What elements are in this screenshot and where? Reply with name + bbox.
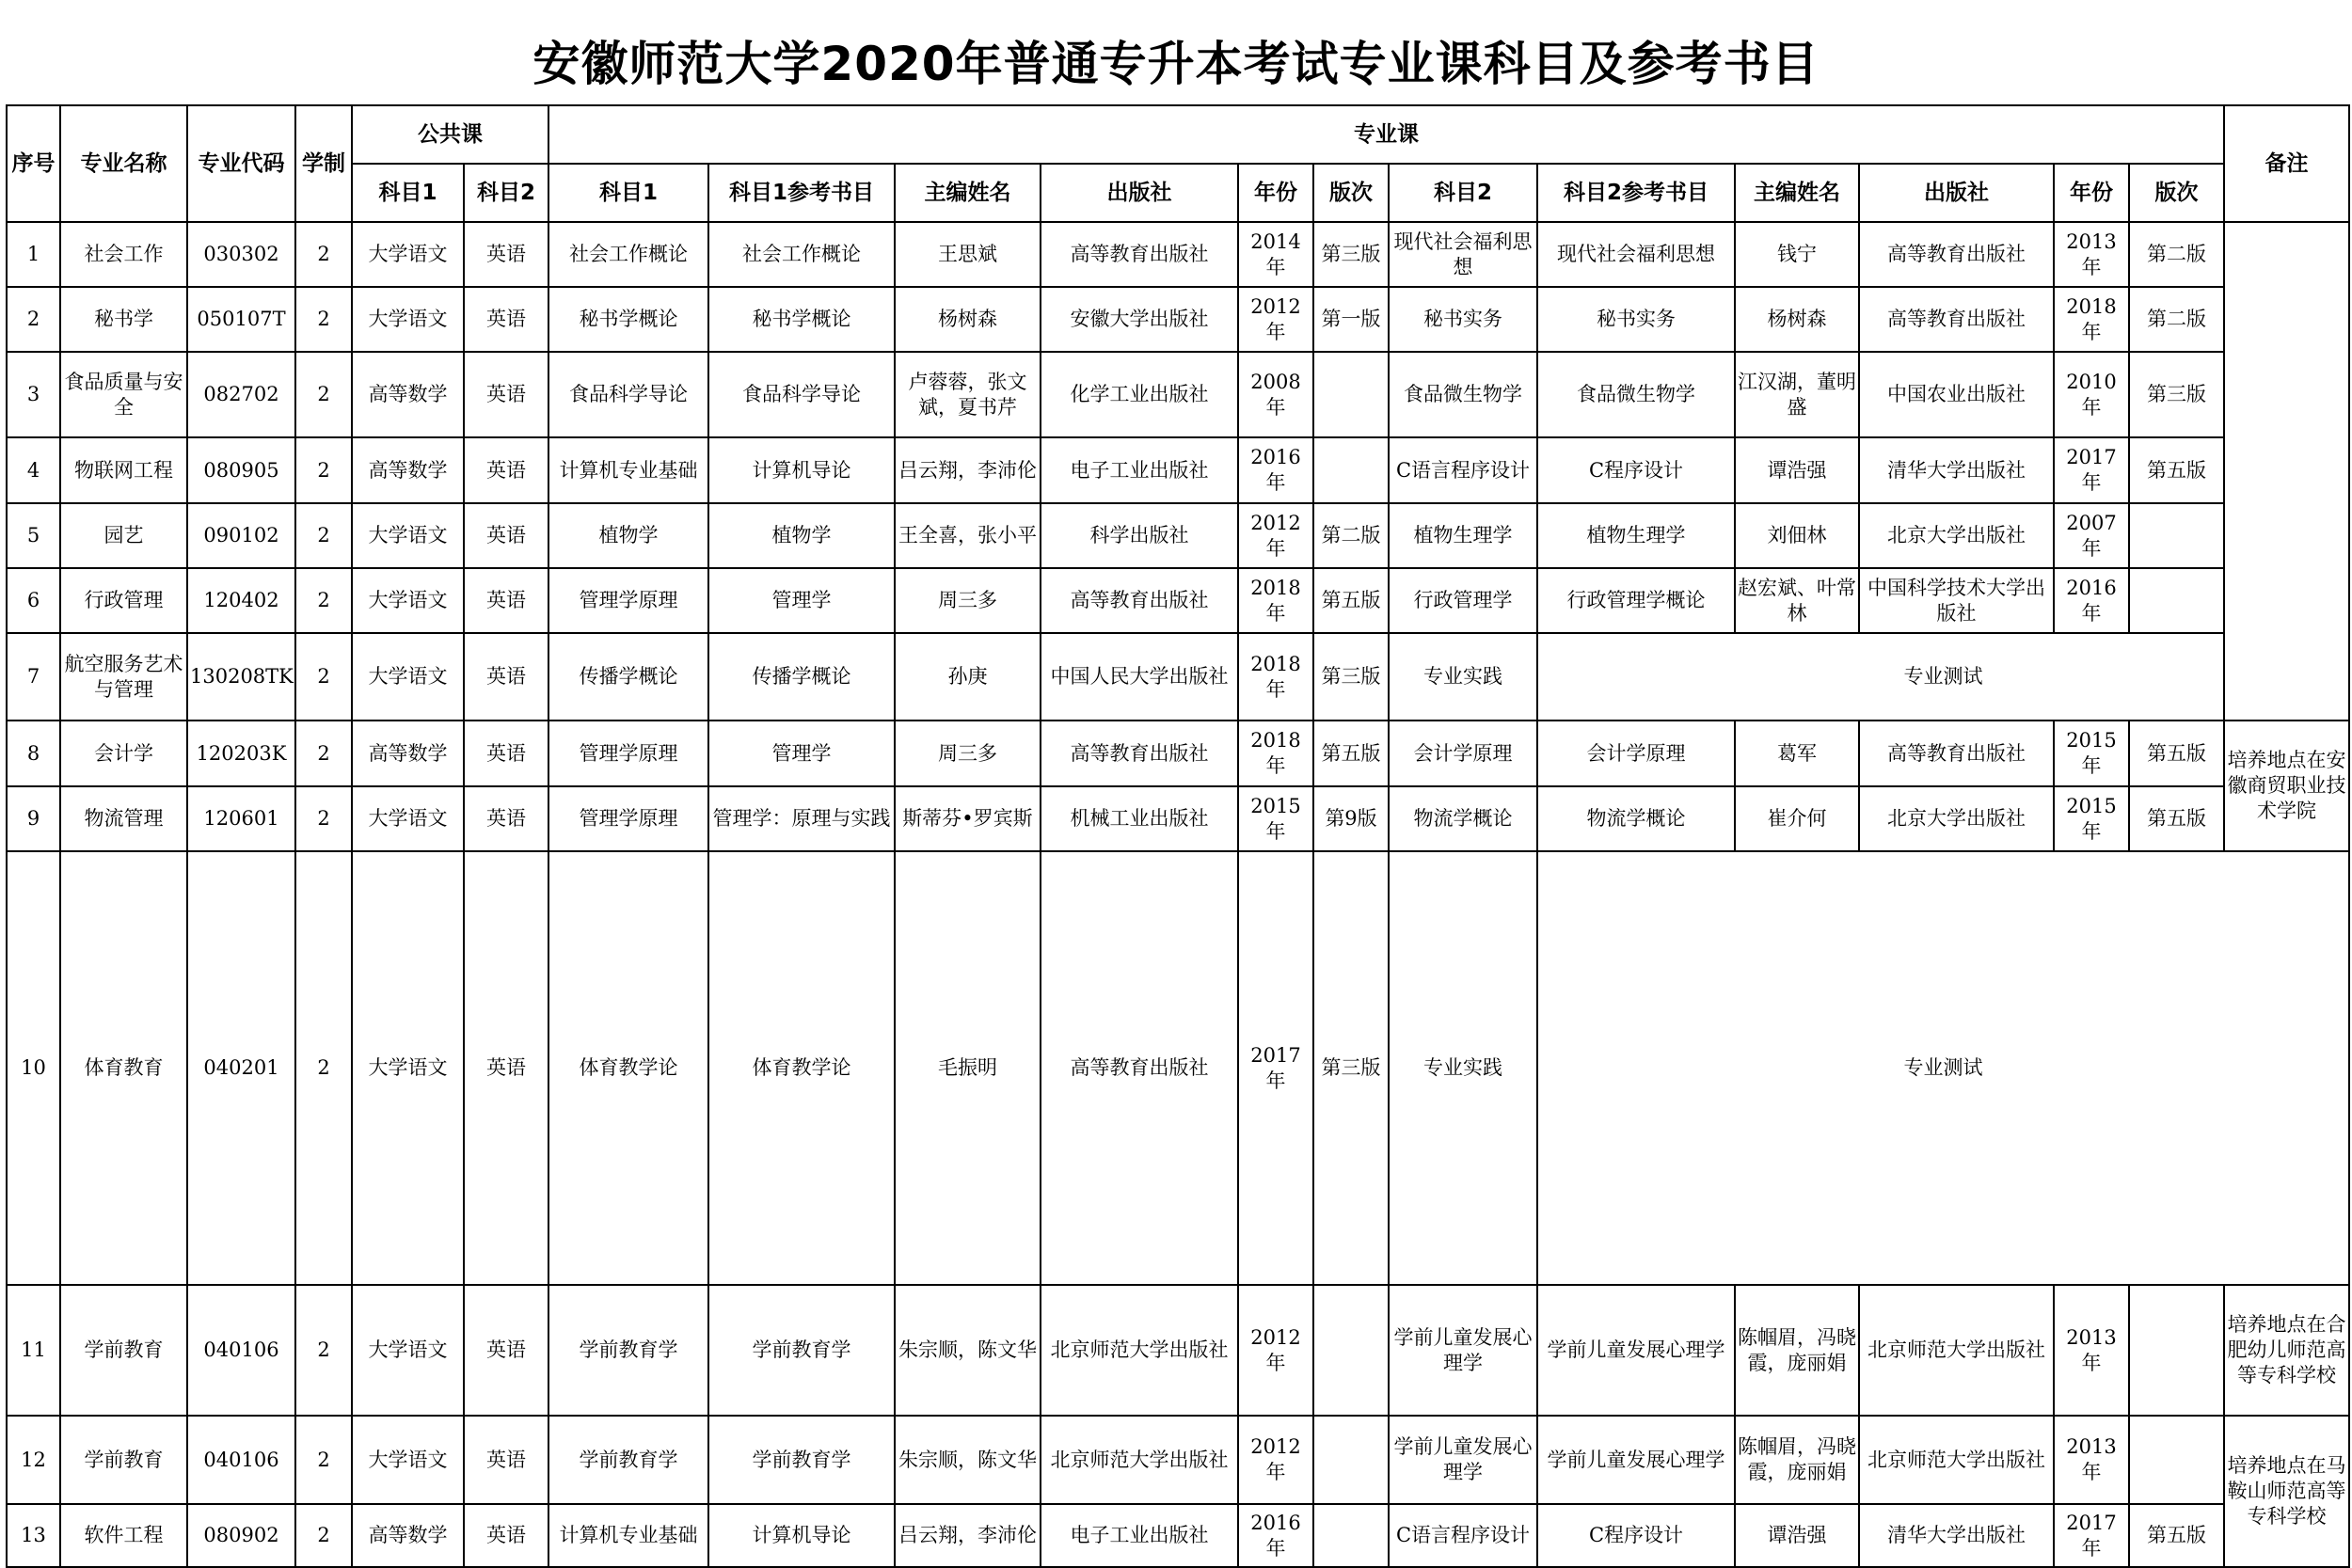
cell-duration: 2: [295, 287, 352, 352]
cell-duration: 2: [295, 1416, 352, 1504]
cell-duration: 2: [295, 786, 352, 851]
cell-year1: 2012年: [1238, 1416, 1313, 1504]
cell-publisher1: 机械工业出版社: [1041, 786, 1238, 851]
cell-duration: 2: [295, 222, 352, 287]
cell-major-code: 080902: [187, 1504, 295, 1567]
cell-subject2: 秘书实务: [1389, 287, 1537, 352]
cell-edition1: 第五版: [1313, 721, 1389, 786]
cell-pub-subject1: 高等数学: [352, 1504, 464, 1567]
cell-editor1: 杨树森: [895, 287, 1041, 352]
cell-major-name: 食品质量与安全: [60, 352, 187, 437]
cell-duration: 2: [295, 721, 352, 786]
cell-publisher1: 高等教育出版社: [1041, 721, 1238, 786]
cell-year2: 2018年: [2054, 287, 2129, 352]
cell-editor1: 卢蓉蓉，张文斌，夏书芹: [895, 352, 1041, 437]
cell-subject2-book: 学前儿童发展心理学: [1537, 1285, 1735, 1416]
cell-seq: 4: [7, 437, 60, 503]
cell-pub-subject1: 大学语文: [352, 503, 464, 568]
header-publisher1: 出版社: [1041, 164, 1238, 222]
cell-remarks: 培养地点在安徽商贸职业技术学院: [2224, 721, 2349, 851]
cell-edition1: 第9版: [1313, 786, 1389, 851]
cell-pub-subject2: 英语: [464, 437, 548, 503]
header-major-code: 专业代码: [187, 105, 295, 222]
header-duration: 学制: [295, 105, 352, 222]
cell-publisher2: 北京师范大学出版社: [1859, 1416, 2054, 1504]
cell-subject1: 计算机专业基础: [548, 1504, 708, 1567]
cell-publisher2: 高等教育出版社: [1859, 222, 2054, 287]
cell-year1: 2014年: [1238, 222, 1313, 287]
cell-duration: 2: [295, 568, 352, 633]
cell-major-name: 体育教育: [60, 851, 187, 1285]
table-row: [7, 721, 2349, 786]
cell-edition1: [1313, 1416, 1389, 1504]
cell-major-code: 040106: [187, 1416, 295, 1504]
cell-pub-subject2: 英语: [464, 721, 548, 786]
cell-subject1-book: 学前教育学: [708, 1285, 895, 1416]
cell-major-name: 行政管理: [60, 568, 187, 633]
cell-subject1: 计算机专业基础: [548, 437, 708, 503]
cell-edition1: 第三版: [1313, 851, 1389, 1285]
cell-seq: 2: [7, 287, 60, 352]
cell-subject2-book: 行政管理学概论: [1537, 568, 1735, 633]
cell-edition1: [1313, 1285, 1389, 1416]
cell-editor2: 葛军: [1735, 721, 1859, 786]
cell-year1: 2012年: [1238, 503, 1313, 568]
cell-pub-subject1: 大学语文: [352, 222, 464, 287]
cell-editor1: 朱宗顺，陈文华: [895, 1416, 1041, 1504]
cell-edition2: 第五版: [2129, 721, 2224, 786]
cell-pub-subject2: 英语: [464, 568, 548, 633]
cell-publisher1: 化学工业出版社: [1041, 352, 1238, 437]
cell-edition2: 第三版: [2129, 352, 2224, 437]
cell-major-code: 120203K: [187, 721, 295, 786]
header-professional-course: 专业课: [548, 105, 2224, 164]
cell-editor2: 刘佃林: [1735, 503, 1859, 568]
cell-year1: 2012年: [1238, 1285, 1313, 1416]
cell-subject2-book: 食品微生物学: [1537, 352, 1735, 437]
cell-editor1: 朱宗顺，陈文华: [895, 1285, 1041, 1416]
cell-year2: 2015年: [2054, 721, 2129, 786]
cell-edition2: 第二版: [2129, 287, 2224, 352]
header-year2: 年份: [2054, 164, 2129, 222]
cell-publisher2: 中国农业出版社: [1859, 352, 2054, 437]
cell-editor1: 王思斌: [895, 222, 1041, 287]
cell-edition1: 第二版: [1313, 503, 1389, 568]
exam-subjects-table: [6, 104, 2350, 1568]
cell-year2: 2007年: [2054, 503, 2129, 568]
cell-seq: 12: [7, 1416, 60, 1504]
cell-major-code: 030302: [187, 222, 295, 287]
cell-major-name: 社会工作: [60, 222, 187, 287]
cell-pub-subject2: 英语: [464, 1504, 548, 1567]
cell-editor1: 吕云翔，李沛伦: [895, 437, 1041, 503]
cell-edition1: 第三版: [1313, 222, 1389, 287]
cell-publisher2: 中国科学技术大学出版社: [1859, 568, 2054, 633]
cell-pub-subject2: 英语: [464, 352, 548, 437]
cell-pub-subject1: 大学语文: [352, 786, 464, 851]
cell-publisher1: 北京师范大学出版社: [1041, 1285, 1238, 1416]
header-subject1-book: 科目1参考书目: [708, 164, 895, 222]
cell-subject1-book: 社会工作概论: [708, 222, 895, 287]
cell-edition2: [2129, 1285, 2224, 1416]
cell-major-name: 秘书学: [60, 287, 187, 352]
cell-seq: 3: [7, 352, 60, 437]
cell-remarks: 培养地点在马鞍山师范高等专科学校: [2224, 1416, 2349, 1567]
cell-major-code: 090102: [187, 503, 295, 568]
cell-year1: 2016年: [1238, 437, 1313, 503]
cell-pub-subject1: 高等数学: [352, 352, 464, 437]
page-title: 安徽师范大学2020年普通专升本考试专业课科目及参考书目: [532, 37, 1820, 91]
table-row: [7, 222, 2349, 287]
cell-subject1: 管理学原理: [548, 721, 708, 786]
table-row: [7, 633, 2349, 721]
cell-subject2: 学前儿童发展心理学: [1389, 1285, 1537, 1416]
table-row: [7, 503, 2349, 568]
cell-edition2: [2129, 503, 2224, 568]
cell-subject1: 植物学: [548, 503, 708, 568]
cell-pub-subject2: 英语: [464, 222, 548, 287]
cell-edition2: [2129, 1416, 2224, 1504]
cell-pub-subject1: 高等数学: [352, 721, 464, 786]
cell-subject2-book: 学前儿童发展心理学: [1537, 1416, 1735, 1504]
cell-editor2: 陈帼眉，冯晓霞，庞丽娟: [1735, 1416, 1859, 1504]
cell-subject2-book: C程序设计: [1537, 437, 1735, 503]
cell-subject1: 学前教育学: [548, 1416, 708, 1504]
cell-year2: 2013年: [2054, 1416, 2129, 1504]
cell-duration: 2: [295, 1285, 352, 1416]
cell-major-code: 040106: [187, 1285, 295, 1416]
cell-seq: 1: [7, 222, 60, 287]
cell-subject2-book: 会计学原理: [1537, 721, 1735, 786]
cell-pub-subject2: 英语: [464, 851, 548, 1285]
cell-duration: 2: [295, 633, 352, 721]
cell-publisher2: 北京大学出版社: [1859, 786, 2054, 851]
header-year1: 年份: [1238, 164, 1313, 222]
cell-edition2: 第五版: [2129, 1504, 2224, 1567]
cell-year2: 2013年: [2054, 1285, 2129, 1416]
cell-major-code: 130208TK: [187, 633, 295, 721]
cell-publisher2: 清华大学出版社: [1859, 437, 2054, 503]
cell-pub-subject1: 大学语文: [352, 1285, 464, 1416]
cell-subject2-book: 植物生理学: [1537, 503, 1735, 568]
cell-subject2: 专业实践: [1389, 633, 1537, 721]
cell-subject1: 管理学原理: [548, 568, 708, 633]
cell-subject2: 专业实践: [1389, 851, 1537, 1285]
cell-year2: 2013年: [2054, 222, 2129, 287]
cell-pub-subject1: 大学语文: [352, 287, 464, 352]
cell-subject1-book: 计算机导论: [708, 437, 895, 503]
header-publisher2: 出版社: [1859, 164, 2054, 222]
cell-year2: 2016年: [2054, 568, 2129, 633]
cell-editor2: 谭浩强: [1735, 1504, 1859, 1567]
cell-major-code: 080905: [187, 437, 295, 503]
cell-pub-subject2: 英语: [464, 503, 548, 568]
cell-year1: 2008年: [1238, 352, 1313, 437]
cell-year2: 2010年: [2054, 352, 2129, 437]
cell-editor1: 孙庚: [895, 633, 1041, 721]
cell-edition1: 第三版: [1313, 633, 1389, 721]
cell-subject2: 学前儿童发展心理学: [1389, 1416, 1537, 1504]
cell-editor1: 周三多: [895, 568, 1041, 633]
header-edition1: 版次: [1313, 164, 1389, 222]
cell-year1: 2017年: [1238, 851, 1313, 1285]
cell-major-code: 050107T: [187, 287, 295, 352]
cell-editor2: 谭浩强: [1735, 437, 1859, 503]
cell-major-code: 120601: [187, 786, 295, 851]
cell-major-name: 学前教育: [60, 1416, 187, 1504]
cell-subject2-book: C程序设计: [1537, 1504, 1735, 1567]
cell-editor1: 斯蒂芬•罗宾斯: [895, 786, 1041, 851]
cell-seq: 13: [7, 1504, 60, 1567]
cell-editor1: 毛振明: [895, 851, 1041, 1285]
cell-seq: 9: [7, 786, 60, 851]
cell-subject1-book: 计算机导论: [708, 1504, 895, 1567]
cell-major-name: 会计学: [60, 721, 187, 786]
cell-pub-subject1: 大学语文: [352, 851, 464, 1285]
cell-subject1-book: 植物学: [708, 503, 895, 568]
cell-pub-subject2: 英语: [464, 633, 548, 721]
cell-pub-subject2: 英语: [464, 287, 548, 352]
cell-pub-subject1: 大学语文: [352, 568, 464, 633]
cell-editor2: 钱宁: [1735, 222, 1859, 287]
cell-publisher1: 电子工业出版社: [1041, 437, 1238, 503]
cell-publisher2: 清华大学出版社: [1859, 1504, 2054, 1567]
header-edition2: 版次: [2129, 164, 2224, 222]
header-pub-subject1: 科目1: [352, 164, 464, 222]
cell-major-name: 园艺: [60, 503, 187, 568]
header-subject1: 科目1: [548, 164, 708, 222]
cell-editor1: 吕云翔，李沛伦: [895, 1504, 1041, 1567]
header-subject2: 科目2: [1389, 164, 1537, 222]
cell-subject2: 行政管理学: [1389, 568, 1537, 633]
table-row: [7, 786, 2349, 851]
cell-duration: 2: [295, 851, 352, 1285]
table-row: [7, 851, 2349, 1285]
cell-duration: 2: [295, 1504, 352, 1567]
table-row: [7, 568, 2349, 633]
cell-subject2: 会计学原理: [1389, 721, 1537, 786]
cell-subject2: 现代社会福利思想: [1389, 222, 1537, 287]
cell-subject1: 管理学原理: [548, 786, 708, 851]
cell-edition1: [1313, 1504, 1389, 1567]
cell-pub-subject1: 大学语文: [352, 633, 464, 721]
header-subject2-book: 科目2参考书目: [1537, 164, 1735, 222]
cell-duration: 2: [295, 437, 352, 503]
table-row: [7, 352, 2349, 437]
cell-subject2: 食品微生物学: [1389, 352, 1537, 437]
cell-edition1: 第一版: [1313, 287, 1389, 352]
cell-publisher1: 科学出版社: [1041, 503, 1238, 568]
cell-major-name: 航空服务艺术与管理: [60, 633, 187, 721]
cell-year1: 2016年: [1238, 1504, 1313, 1567]
cell-editor2: 赵宏斌、叶常林: [1735, 568, 1859, 633]
cell-major-code: 040201: [187, 851, 295, 1285]
cell-year1: 2015年: [1238, 786, 1313, 851]
cell-professional-test: 专业测试: [1537, 851, 2349, 1285]
cell-editor1: 王全喜，张小平: [895, 503, 1041, 568]
cell-professional-test: 专业测试: [1537, 633, 2349, 721]
cell-edition2: 第二版: [2129, 222, 2224, 287]
cell-subject2-book: 秘书实务: [1537, 287, 1735, 352]
cell-publisher1: 电子工业出版社: [1041, 1504, 1238, 1567]
cell-remarks: 培养地点在合肥幼儿师范高等专科学校: [2224, 1285, 2349, 1416]
cell-major-code: 082702: [187, 352, 295, 437]
cell-subject1: 社会工作概论: [548, 222, 708, 287]
cell-editor2: 陈帼眉，冯晓霞，庞丽娟: [1735, 1285, 1859, 1416]
cell-major-code: 120402: [187, 568, 295, 633]
cell-subject1-book: 食品科学导论: [708, 352, 895, 437]
cell-year1: 2018年: [1238, 568, 1313, 633]
cell-major-name: 物联网工程: [60, 437, 187, 503]
header-editor2: 主编姓名: [1735, 164, 1859, 222]
cell-subject1-book: 管理学: [708, 721, 895, 786]
table-row: [7, 1285, 2349, 1416]
cell-editor2: 杨树森: [1735, 287, 1859, 352]
cell-publisher2: 高等教育出版社: [1859, 287, 2054, 352]
cell-duration: 2: [295, 352, 352, 437]
cell-year2: 2015年: [2054, 786, 2129, 851]
cell-subject1: 体育教学论: [548, 851, 708, 1285]
header-seq: 序号: [7, 105, 60, 222]
header-remarks: 备注: [2224, 105, 2349, 222]
cell-publisher2: 北京大学出版社: [1859, 503, 2054, 568]
cell-publisher1: 北京师范大学出版社: [1041, 1416, 1238, 1504]
cell-pub-subject1: 高等数学: [352, 437, 464, 503]
cell-subject1-book: 传播学概论: [708, 633, 895, 721]
table-row: [7, 1416, 2349, 1504]
cell-subject1-book: 学前教育学: [708, 1416, 895, 1504]
cell-seq: 11: [7, 1285, 60, 1416]
cell-subject1-book: 管理学: [708, 568, 895, 633]
cell-subject1: 秘书学概论: [548, 287, 708, 352]
cell-edition1: [1313, 437, 1389, 503]
cell-subject2: C语言程序设计: [1389, 1504, 1537, 1567]
header-major-name: 专业名称: [60, 105, 187, 222]
cell-editor2: 崔介何: [1735, 786, 1859, 851]
cell-publisher2: 高等教育出版社: [1859, 721, 2054, 786]
cell-subject2-book: 物流学概论: [1537, 786, 1735, 851]
cell-subject2-book: 现代社会福利思想: [1537, 222, 1735, 287]
cell-seq: 7: [7, 633, 60, 721]
table-row: [7, 437, 2349, 503]
cell-editor1: 周三多: [895, 721, 1041, 786]
cell-seq: 8: [7, 721, 60, 786]
cell-publisher1: 高等教育出版社: [1041, 222, 1238, 287]
cell-publisher1: 高等教育出版社: [1041, 568, 1238, 633]
cell-edition2: [2129, 568, 2224, 633]
cell-subject1-book: 秘书学概论: [708, 287, 895, 352]
cell-major-name: 物流管理: [60, 786, 187, 851]
cell-subject2: 植物生理学: [1389, 503, 1537, 568]
cell-subject1: 传播学概论: [548, 633, 708, 721]
cell-edition1: [1313, 352, 1389, 437]
cell-publisher2: 北京师范大学出版社: [1859, 1285, 2054, 1416]
cell-edition2: 第五版: [2129, 437, 2224, 503]
cell-duration: 2: [295, 503, 352, 568]
cell-seq: 6: [7, 568, 60, 633]
cell-pub-subject2: 英语: [464, 1416, 548, 1504]
cell-pub-subject2: 英语: [464, 786, 548, 851]
cell-subject1: 食品科学导论: [548, 352, 708, 437]
cell-year1: 2018年: [1238, 721, 1313, 786]
cell-editor2: 江汉湖，董明盛: [1735, 352, 1859, 437]
cell-major-name: 学前教育: [60, 1285, 187, 1416]
cell-edition2: 第五版: [2129, 786, 2224, 851]
table-row: [7, 1504, 2349, 1567]
cell-publisher1: 高等教育出版社: [1041, 851, 1238, 1285]
cell-year2: 2017年: [2054, 437, 2129, 503]
cell-edition1: 第五版: [1313, 568, 1389, 633]
cell-subject1-book: 体育教学论: [708, 851, 895, 1285]
cell-subject2: 物流学概论: [1389, 786, 1537, 851]
table-row: [7, 287, 2349, 352]
cell-year1: 2012年: [1238, 287, 1313, 352]
header-public-course: 公共课: [352, 105, 548, 164]
cell-subject1: 学前教育学: [548, 1285, 708, 1416]
cell-publisher1: 安徽大学出版社: [1041, 287, 1238, 352]
cell-subject1-book: 管理学：原理与实践: [708, 786, 895, 851]
cell-seq: 10: [7, 851, 60, 1285]
cell-seq: 5: [7, 503, 60, 568]
cell-publisher1: 中国人民大学出版社: [1041, 633, 1238, 721]
header-pub-subject2: 科目2: [464, 164, 548, 222]
cell-year1: 2018年: [1238, 633, 1313, 721]
cell-major-name: 软件工程: [60, 1504, 187, 1567]
cell-pub-subject2: 英语: [464, 1285, 548, 1416]
cell-subject2: C语言程序设计: [1389, 437, 1537, 503]
cell-year2: 2017年: [2054, 1504, 2129, 1567]
header-editor1: 主编姓名: [895, 164, 1041, 222]
cell-pub-subject1: 大学语文: [352, 1416, 464, 1504]
